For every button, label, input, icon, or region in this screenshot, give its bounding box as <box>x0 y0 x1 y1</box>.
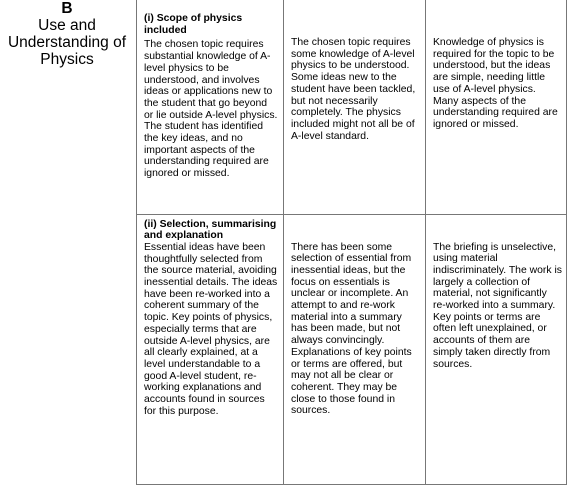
criterion-row-selection <box>137 214 567 484</box>
section-title: Use and Understanding of Physics <box>7 17 127 68</box>
section-heading <box>0 0 134 68</box>
level-descriptor: There has been some selection of essential from inessential ideas, but the focus on essentials is unclear or incomplete. An attempt to and re-work material into a summary has been made, but not always convincingly. Explanations of key points or terms are offered, but may not all be clear or coherent. They may be close to those found in sources. <box>291 241 412 417</box>
selection-level-mid <box>284 214 426 484</box>
level-descriptor: The chosen topic requires substantial knowledge of A-level physics to be understood, and involves ideas or applications new to the student that go beyond or lie outside A-level physics. The student has identified the key ideas, and no important aspects of the understanding required are ignored or missed. <box>144 39 278 180</box>
level-descriptor: The briefing is unselective, using material indiscriminately. The work is largely a collection of material, not significantly re-worked into a summary. Key points or terms are often left unexplained, or accounts of them are simply taken directly from sources. <box>433 241 562 370</box>
scope-level-low <box>426 0 567 214</box>
selection-level-low <box>426 214 567 484</box>
level-descriptor: Knowledge of physics is required for the topic to be understood, but the ideas are simple, needing little use of A-level physics. Many aspects of the understanding required are ignored or missed. <box>433 37 558 130</box>
selection-level-high <box>137 214 284 484</box>
section-letter: B <box>61 0 73 17</box>
criterion-row-scope <box>137 0 567 214</box>
scope-level-high <box>137 0 284 214</box>
criterion-title: (ii) Selection, summarising and explanation <box>144 218 277 242</box>
scope-level-mid <box>284 0 426 214</box>
criterion-title: (i) Scope of physics included <box>144 13 243 36</box>
level-descriptor: Essential ideas have been thoughtfully selected from the source material, avoiding inessential details. The ideas have been re-worked into a coherent summary of the topic. Key points of physics, especially terms that are outside A-level physics, are all clearly explained, at a level understandable to a good A-level student, re-working explanations and accounts found in sources for this purpose. <box>144 241 278 417</box>
rubric-table <box>136 0 567 485</box>
level-descriptor: The chosen topic requires some knowledge of A-level physics to be understood. Some ideas new to the student have been tackled, but not necessarily completely. The physics included might not all be of A-level standard. <box>291 37 416 142</box>
